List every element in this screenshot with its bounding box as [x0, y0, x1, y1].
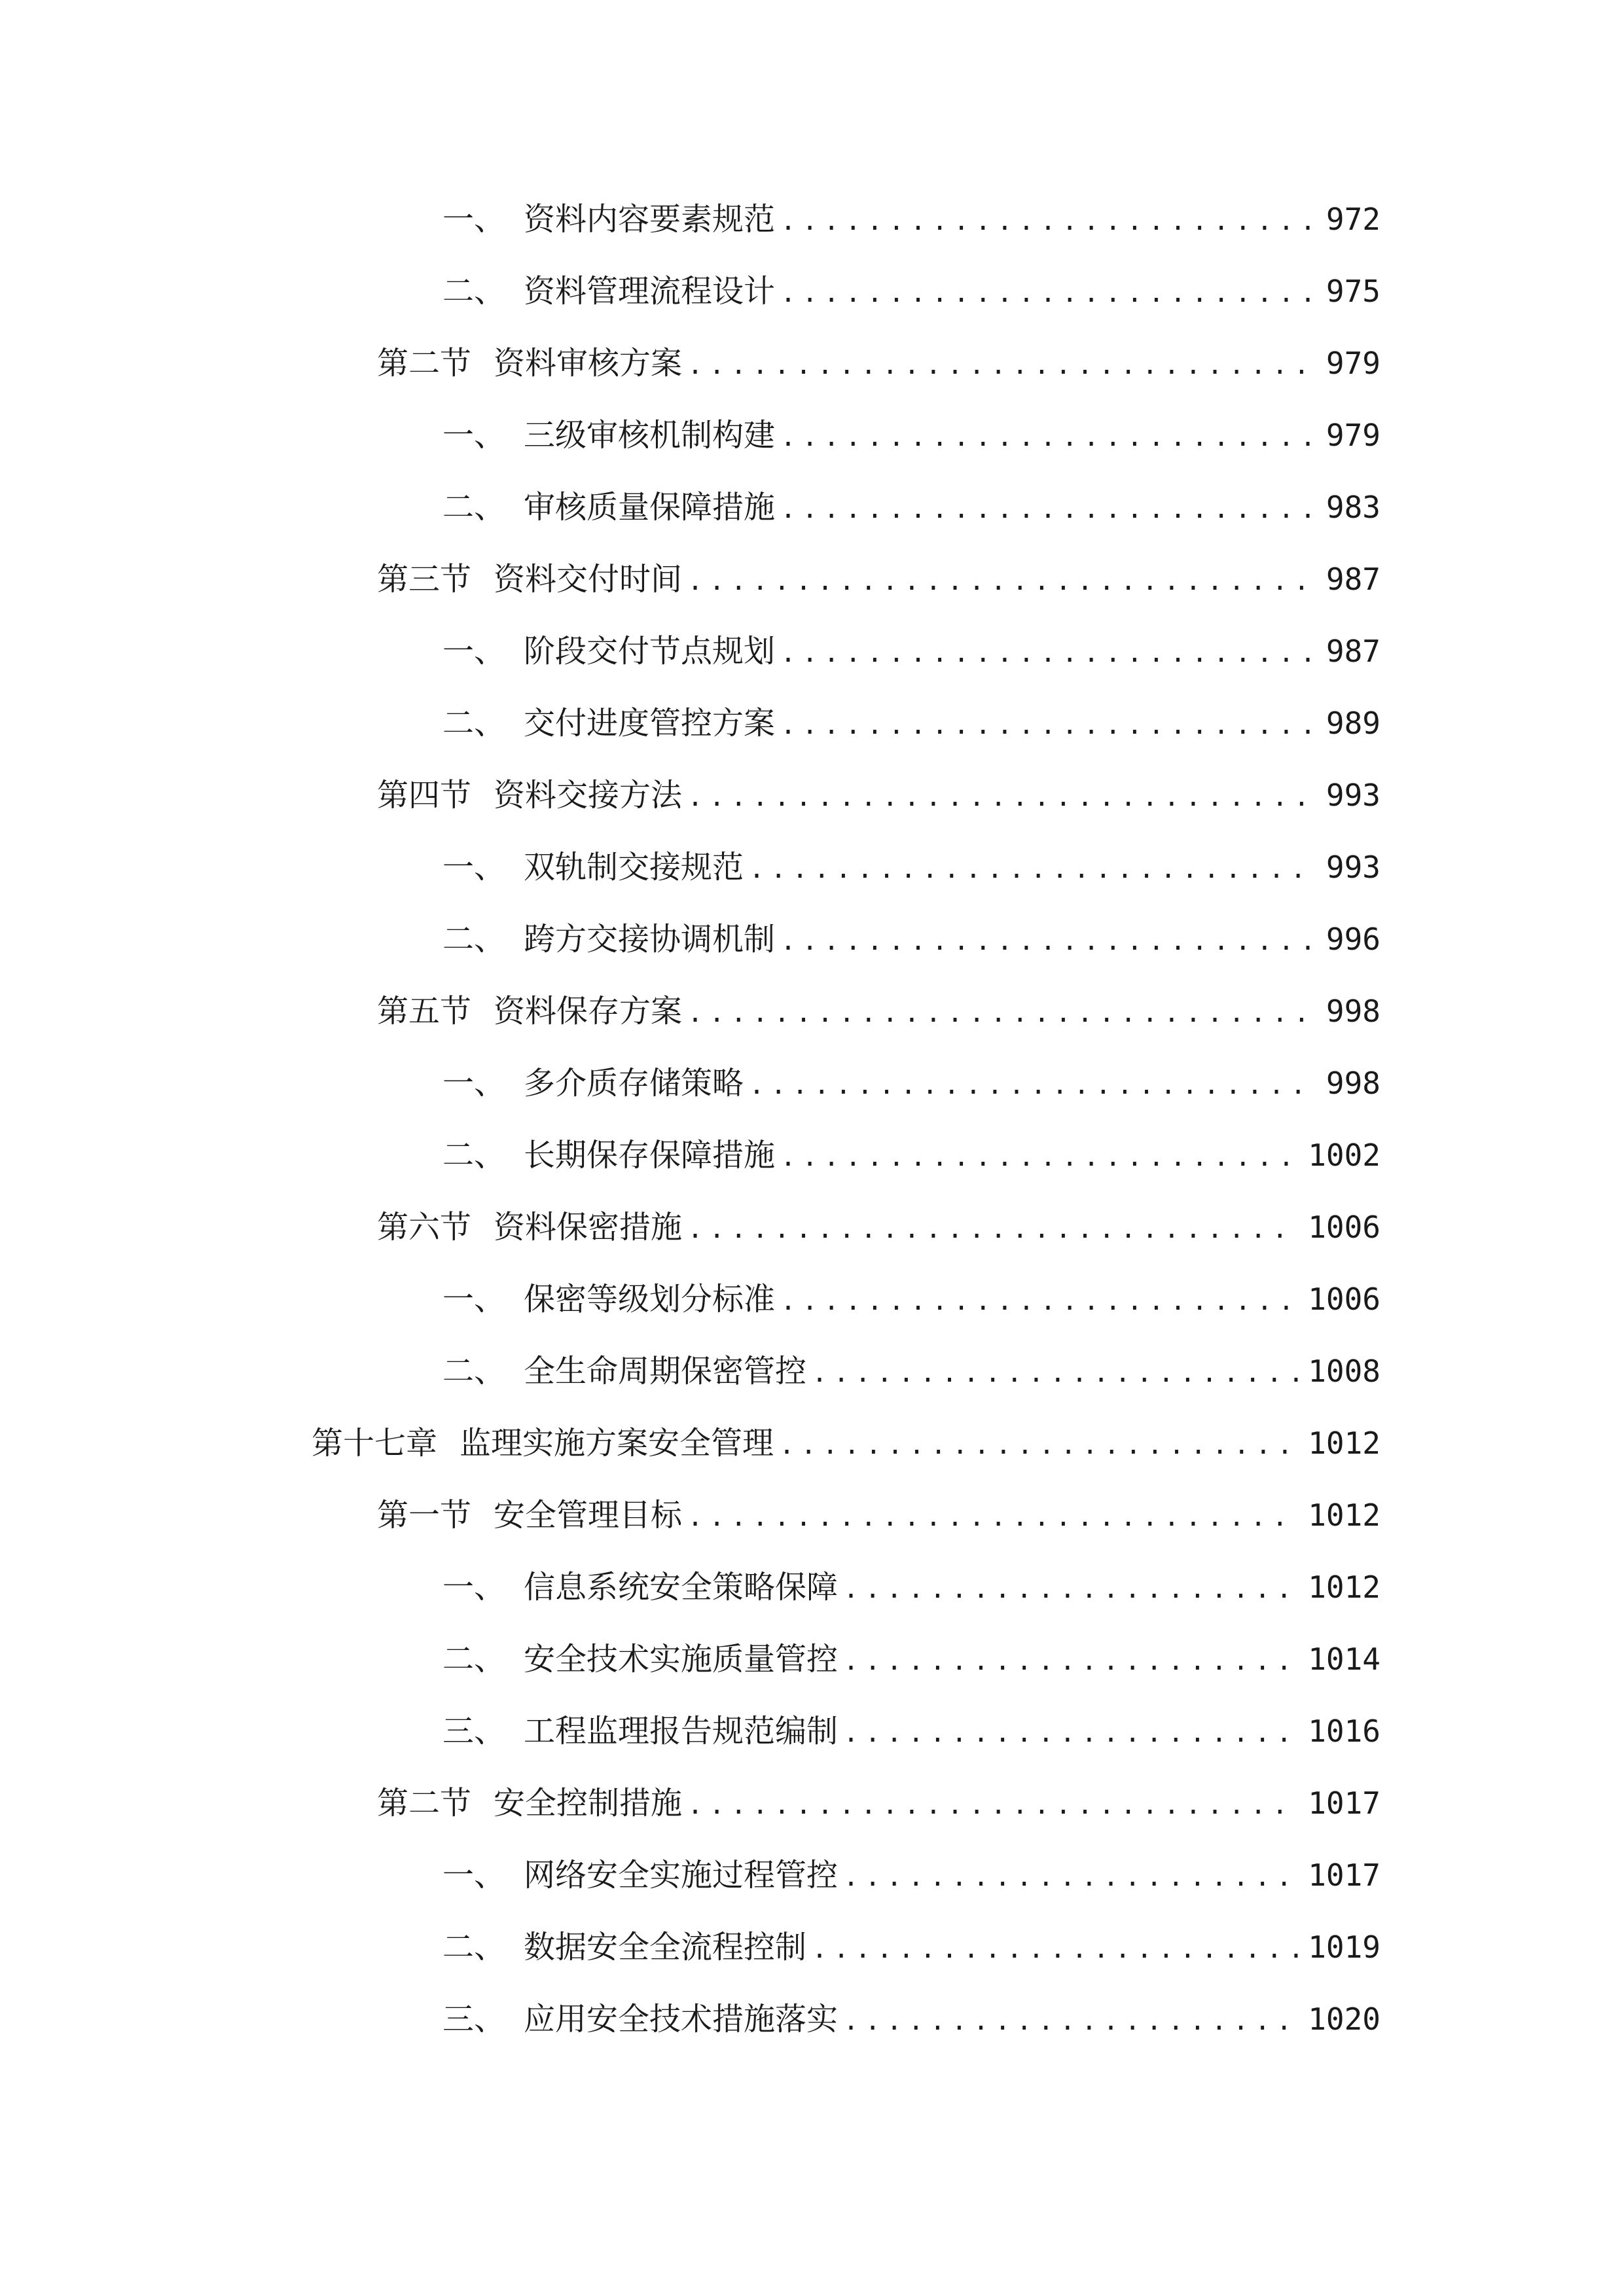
- toc-entry-marker: 第十七章: [312, 1425, 438, 1462]
- toc-entry-title: 三级审核机制构建: [524, 417, 776, 454]
- toc-entry-page-number: 1020: [1308, 2001, 1380, 2037]
- toc-entry-page-number: 1017: [1308, 1857, 1380, 1893]
- toc-entry-page-number: 1014: [1308, 1641, 1380, 1677]
- toc-entry[interactable]: [442, 1057, 1380, 1109]
- toc-entry[interactable]: [442, 1345, 1380, 1397]
- toc-entry-marker: 一、: [442, 201, 506, 238]
- toc-entry-marker: 第一节: [377, 1497, 472, 1534]
- toc-entry-marker: 三、: [442, 2001, 506, 2037]
- dot-leader: [780, 411, 1317, 463]
- toc-entry-title: 双轨制交接规范: [524, 849, 744, 886]
- dot-leader: [780, 267, 1317, 319]
- toc-entry-page-number: 987: [1326, 562, 1380, 597]
- toc-entry-marker: 一、: [442, 1065, 506, 1102]
- toc-entry[interactable]: [442, 481, 1380, 533]
- toc-entry[interactable]: [442, 1849, 1380, 1901]
- toc-entry-marker: 一、: [442, 1857, 506, 1893]
- toc-entry-title: 安全管理目标: [494, 1497, 683, 1534]
- toc-entry-marker: 第三节: [377, 561, 472, 598]
- toc-entry-title: 审核质量保障措施: [524, 489, 776, 526]
- toc-entry-title: 长期保存保障措施: [524, 1137, 776, 1174]
- toc-entry-title: 阶段交付节点规划: [524, 633, 776, 670]
- dot-leader: [780, 627, 1317, 679]
- toc-entry[interactable]: [442, 697, 1380, 749]
- dot-leader: [780, 915, 1317, 967]
- toc-entry-page-number: 1012: [1308, 1426, 1380, 1461]
- toc-entry-title: 资料交接方法: [494, 777, 683, 814]
- dot-leader: [843, 1851, 1299, 1903]
- toc-entry[interactable]: [442, 1273, 1380, 1325]
- dot-leader: [687, 1491, 1299, 1543]
- dot-leader: [843, 1563, 1299, 1615]
- dot-leader: [749, 1059, 1317, 1111]
- toc-entry[interactable]: [377, 553, 1380, 605]
- dot-leader: [780, 483, 1317, 535]
- dot-leader: [749, 843, 1317, 895]
- toc-entry[interactable]: [442, 1993, 1380, 2045]
- toc-entry-page-number: 1006: [1308, 1210, 1380, 1245]
- toc-entry-title: 资料审核方案: [494, 345, 683, 382]
- toc-entry-title: 安全控制措施: [494, 1785, 683, 1821]
- toc-entry-chapter[interactable]: [312, 1417, 1380, 1469]
- dot-leader: [687, 339, 1317, 391]
- toc-entry-title: 资料保存方案: [494, 993, 683, 1030]
- dot-leader: [780, 699, 1317, 751]
- toc-entry-title: 监理实施方案安全管理: [460, 1425, 774, 1462]
- toc-entry-page-number: 1012: [1308, 1570, 1380, 1605]
- toc-entry-marker: 二、: [442, 1137, 506, 1174]
- toc-entry[interactable]: [377, 1489, 1380, 1541]
- toc-entry-page-number: 987: [1326, 634, 1380, 669]
- dot-leader: [780, 1131, 1299, 1183]
- toc-entry-marker: 一、: [442, 633, 506, 670]
- toc-entry-marker: 一、: [442, 1281, 506, 1318]
- toc-entry[interactable]: [442, 913, 1380, 965]
- toc-entry-marker: 第二节: [377, 345, 472, 382]
- toc-entry-page-number: 1006: [1308, 1282, 1380, 1317]
- toc-entry[interactable]: [377, 1777, 1380, 1829]
- toc-entry-page-number: 983: [1326, 490, 1380, 525]
- toc-entry-title: 跨方交接协调机制: [524, 921, 776, 958]
- toc-entry[interactable]: [442, 265, 1380, 317]
- toc-entry-title: 工程监理报告规范编制: [524, 1713, 839, 1749]
- dot-leader: [843, 1707, 1299, 1759]
- toc-entry-title: 信息系统安全策略保障: [524, 1569, 839, 1605]
- toc-entry-page-number: 1002: [1308, 1138, 1380, 1173]
- dot-leader: [812, 1923, 1299, 1975]
- dot-leader: [687, 1779, 1299, 1831]
- toc-entry-marker: 二、: [442, 489, 506, 526]
- toc-entry[interactable]: [377, 769, 1380, 821]
- toc-entry-marker: 一、: [442, 849, 506, 886]
- toc-entry-marker: 二、: [442, 1353, 506, 1390]
- toc-entry-page-number: 989: [1326, 706, 1380, 741]
- toc-entry-title: 资料内容要素规范: [524, 201, 776, 238]
- toc-entry-marker: 一、: [442, 417, 506, 454]
- toc-entry[interactable]: [377, 1201, 1380, 1253]
- toc-entry[interactable]: [377, 985, 1380, 1037]
- toc-entry[interactable]: [442, 1129, 1380, 1181]
- toc-entry-page-number: 1012: [1308, 1498, 1380, 1533]
- toc-entry-title: 资料保密措施: [494, 1209, 683, 1246]
- toc-entry-page-number: 993: [1326, 850, 1380, 885]
- toc-entry-title: 交付进度管控方案: [524, 705, 776, 742]
- toc-entry-marker: 第六节: [377, 1209, 472, 1246]
- toc-entry-title: 资料交付时间: [494, 561, 683, 598]
- toc-entry[interactable]: [442, 841, 1380, 893]
- toc-entry-marker: 三、: [442, 1713, 506, 1749]
- dot-leader: [687, 987, 1317, 1039]
- toc-entry[interactable]: [442, 1633, 1380, 1685]
- toc-entry-title: 保密等级划分标准: [524, 1281, 776, 1318]
- toc-entry-marker: 二、: [442, 1929, 506, 1965]
- toc-entry[interactable]: [442, 409, 1380, 461]
- toc-entry-page-number: 998: [1326, 1066, 1380, 1101]
- toc-entry-page-number: 1016: [1308, 1713, 1380, 1749]
- dot-leader: [780, 195, 1317, 247]
- dot-leader: [812, 1347, 1299, 1399]
- toc-entry-page-number: 998: [1326, 994, 1380, 1029]
- toc-entry-title: 应用安全技术措施落实: [524, 2001, 839, 2037]
- dot-leader: [687, 555, 1317, 607]
- toc-entry-page-number: 975: [1326, 274, 1380, 309]
- dot-leader: [779, 1419, 1299, 1471]
- toc-entry-marker: 第五节: [377, 993, 472, 1030]
- toc-entry-marker: 二、: [442, 1641, 506, 1677]
- dot-leader: [687, 1203, 1299, 1255]
- toc-entry-marker: 二、: [442, 705, 506, 742]
- toc-entry-marker: 二、: [442, 273, 506, 310]
- toc-entry-marker: 第四节: [377, 777, 472, 814]
- toc-entry-page-number: 979: [1326, 346, 1380, 381]
- dot-leader: [843, 1635, 1299, 1687]
- toc-entry-title: 资料管理流程设计: [524, 273, 776, 310]
- toc-entry-page-number: 1008: [1308, 1354, 1380, 1389]
- dot-leader: [843, 1995, 1299, 2047]
- toc-entry-page-number: 996: [1326, 922, 1380, 957]
- toc-entry-page-number: 972: [1326, 202, 1380, 237]
- toc-entry[interactable]: [442, 1921, 1380, 1973]
- toc-entry[interactable]: [442, 625, 1380, 677]
- toc-entry-title: 安全技术实施质量管控: [524, 1641, 839, 1677]
- toc-entry-title: 网络安全实施过程管控: [524, 1857, 839, 1893]
- toc-entry-title: 全生命周期保密管控: [524, 1353, 807, 1390]
- dot-leader: [780, 1275, 1299, 1327]
- toc-entry-page-number: 979: [1326, 418, 1380, 453]
- toc-entry-page-number: 1019: [1308, 1929, 1380, 1965]
- dot-leader: [687, 771, 1317, 823]
- toc-entry[interactable]: [442, 1705, 1380, 1757]
- toc-entry-page-number: 993: [1326, 778, 1380, 813]
- toc-entry-title: 数据安全全流程控制: [524, 1929, 807, 1965]
- toc-entry-marker: 第二节: [377, 1785, 472, 1821]
- toc-entry-marker: 二、: [442, 921, 506, 958]
- toc-entry-page-number: 1017: [1308, 1785, 1380, 1821]
- toc-entry[interactable]: [377, 337, 1380, 389]
- toc-entry[interactable]: [442, 193, 1380, 245]
- toc-entry[interactable]: [442, 1561, 1380, 1613]
- toc-entry-marker: 一、: [442, 1569, 506, 1605]
- toc-entry-title: 多介质存储策略: [524, 1065, 744, 1102]
